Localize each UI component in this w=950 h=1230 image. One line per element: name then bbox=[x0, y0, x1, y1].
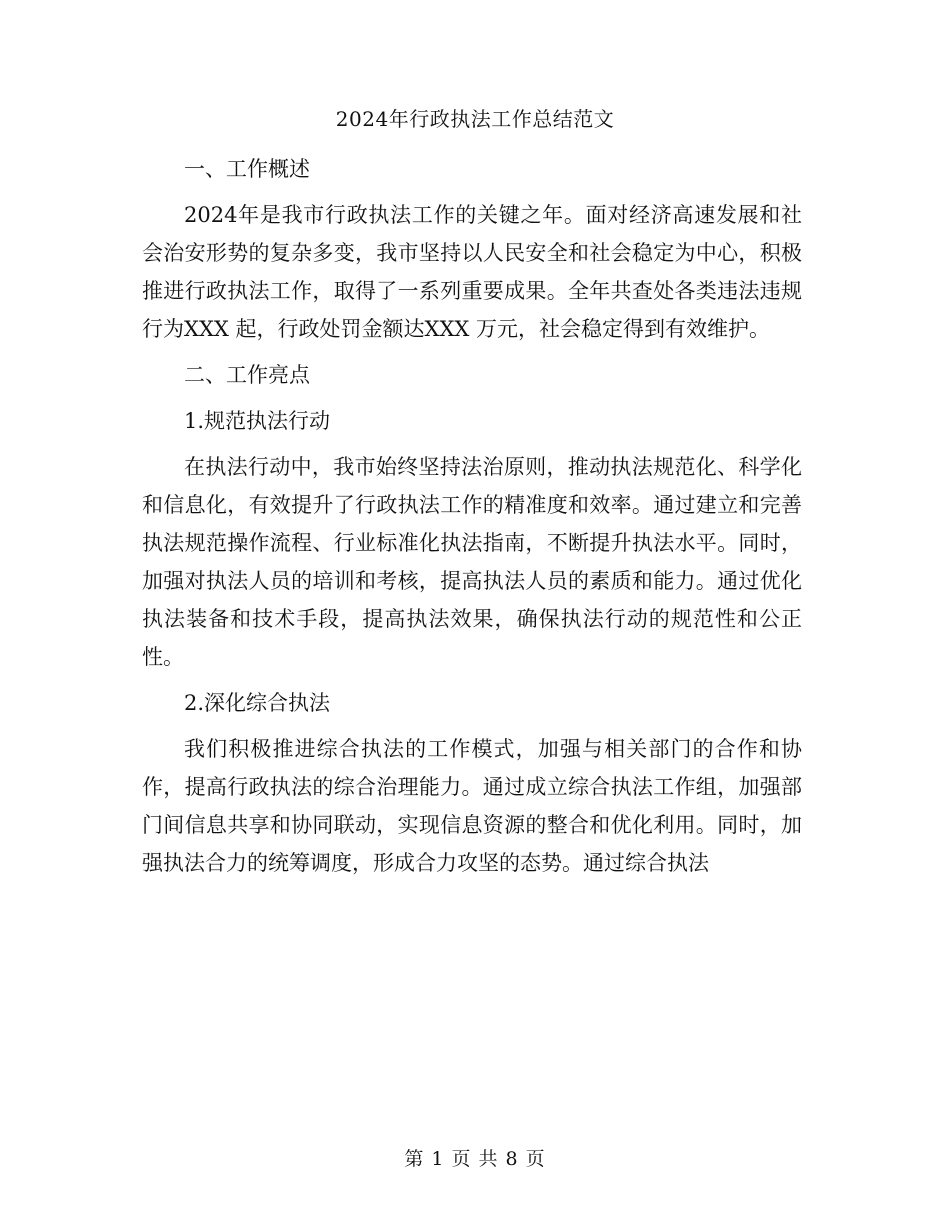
paragraph-comprehensive-enforcement: 我们积极推进综合执法的工作模式，加强与相关部门的合作和协作，提高行政执法的综合治理能力。通过成立综合执法工作组，加强部门间信息共享和协同联动，实现信息资源的整合和优化利用。同时，加强执法合力的统筹调度，形成合力攻坚的态势。通过综合执法 bbox=[142, 737, 802, 875]
subheading-standardize-enforcement: 1.规范执法行动 bbox=[184, 409, 331, 433]
subheading-comprehensive-enforcement: 2.深化综合执法 bbox=[184, 691, 331, 715]
section-heading-highlights: 二、工作亮点 bbox=[184, 363, 310, 387]
section-heading-overview: 一、工作概述 bbox=[184, 157, 310, 181]
document-title: 2024年行政执法工作总结范文 bbox=[335, 107, 615, 131]
paragraph-overview: 2024年是我市行政执法工作的关键之年。面对经济高速发展和社会治安形势的复杂多变，我市坚持以人民安全和社会稳定为中心，积极推进行政执法工作，取得了一系列重要成果。全年共查处各类违法违规行为XXX 起，行政处罚金额达XXX 万元，社会稳定得到有效维护。 bbox=[142, 203, 802, 341]
page-number-footer: 第 1 页 共 8 页 bbox=[404, 1148, 546, 1170]
document-body bbox=[142, 150, 802, 890]
paragraph-standardize-enforcement: 在执法行动中，我市始终坚持法治原则，推动执法规范化、科学化和信息化，有效提升了行政执法工作的精准度和效率。通过建立和完善执法规范操作流程、行业标准化执法指南，不断提升执法水平。同时，加强对执法人员的培训和考核，提高执法人员的素质和能力。通过优化执法装备和技术手段，提高执法效果，确保执法行动的规范性和公正性。 bbox=[142, 455, 802, 669]
